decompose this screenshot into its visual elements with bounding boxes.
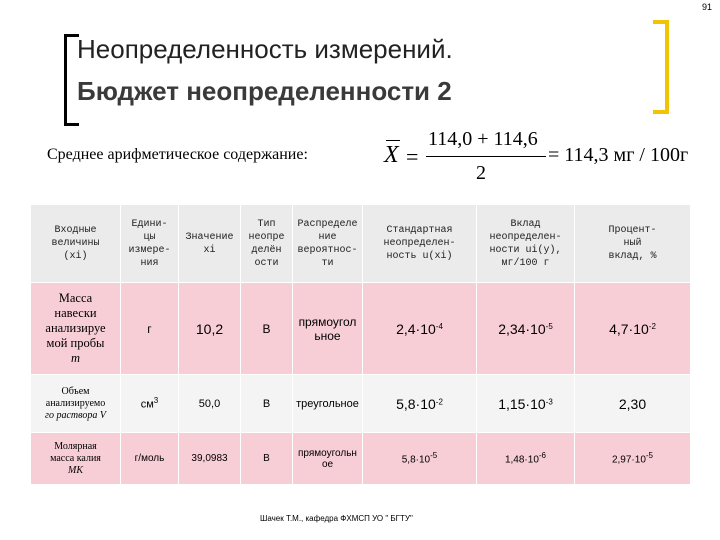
cell-distribution xyxy=(293,433,363,485)
header-text: Процент- xyxy=(608,225,657,236)
contribution-text: 1,15·10 xyxy=(498,395,546,412)
cell-quantity xyxy=(31,375,121,433)
quantity-text: m xyxy=(70,351,81,365)
cell-quantity xyxy=(31,433,121,485)
std-unc-text: 2,4·10 xyxy=(396,320,436,337)
footer: Шачек Т.М., кафедра ФХМСП УО " БГТУ" xyxy=(260,514,413,523)
header-text: Стандартная xyxy=(386,225,453,236)
distribution-text: ьное xyxy=(314,328,341,343)
cell-percent xyxy=(575,433,691,485)
cell-std-uncertainty xyxy=(363,283,477,375)
std-unc-text: 5,8·10 xyxy=(401,454,431,466)
header-text: Едини- xyxy=(131,218,168,230)
header-text: вклад, % xyxy=(608,251,657,262)
header-text: ности ui(y), xyxy=(489,244,562,256)
quantity-text: го раствора V xyxy=(45,409,106,421)
header-text: ости xyxy=(254,257,279,269)
header-text: Вклад xyxy=(510,218,541,230)
distribution-text: ое xyxy=(321,458,334,470)
formula-symbol: X xyxy=(384,142,399,168)
distribution-text: прямоугольн xyxy=(298,447,357,459)
cell-percent xyxy=(575,283,691,375)
std-unc-text-exponent: -4 xyxy=(435,321,443,331)
formula-denominator: 2 xyxy=(476,162,486,184)
contribution-text-exponent: -3 xyxy=(545,396,553,406)
cell-unit: г xyxy=(121,283,179,375)
distribution-text: треугольное xyxy=(296,397,359,410)
cell-type: В xyxy=(241,283,293,375)
std-unc-text-exponent: -5 xyxy=(430,451,438,461)
header-text: ти xyxy=(321,257,334,269)
quantity-text: мой пробы xyxy=(46,336,105,350)
header-text: величины xyxy=(51,238,100,249)
header-text: Значение xyxy=(185,231,234,243)
header-text: Тип xyxy=(257,218,276,230)
header-text: ние xyxy=(318,231,337,243)
header-text: ный xyxy=(623,238,642,249)
cell-type: В xyxy=(241,433,293,485)
cell-value: 50,0 xyxy=(179,375,241,433)
quantity-text: Объем xyxy=(61,385,90,397)
cell-distribution xyxy=(293,375,363,433)
header-text: xi xyxy=(203,244,216,256)
contribution-text: 1,48·10 xyxy=(504,454,539,466)
fraction-line xyxy=(426,156,546,157)
cell-contribution xyxy=(477,283,575,375)
column-header xyxy=(241,205,293,283)
header-text: мг/100 г xyxy=(501,257,550,269)
table-row xyxy=(31,375,691,433)
percent-text: 4,7·10 xyxy=(609,320,649,337)
cell-contribution xyxy=(477,375,575,433)
column-header xyxy=(31,205,121,283)
formula-numerator: 114,0 + 114,6 xyxy=(428,128,538,150)
uncertainty-budget-table xyxy=(30,204,691,485)
cell-type: В xyxy=(241,375,293,433)
header-text: ния xyxy=(140,257,159,269)
distribution-text: прямоугол xyxy=(298,314,357,329)
percent-text: 2,30 xyxy=(618,395,647,412)
overline xyxy=(386,140,400,141)
column-header xyxy=(363,205,477,283)
header-text: неопределен- xyxy=(383,238,456,249)
header-text: измере- xyxy=(128,244,171,256)
header-text: (xi) xyxy=(63,251,88,262)
header-text: Входные xyxy=(54,225,97,236)
quantity-text: навески xyxy=(54,306,97,320)
quantity-text: масса калия xyxy=(50,452,101,464)
page-number: 91 xyxy=(701,2,712,12)
percent-text-exponent: -2 xyxy=(648,321,656,331)
table-row xyxy=(31,433,691,485)
column-header xyxy=(179,205,241,283)
cell-std-uncertainty xyxy=(363,375,477,433)
cell-std-uncertainty xyxy=(363,433,477,485)
table-header-row xyxy=(31,205,691,283)
percent-text-exponent: -5 xyxy=(645,451,654,461)
cell-value: 10,2 xyxy=(179,283,241,375)
percent-text: 2,97·10 xyxy=(611,454,646,466)
header-text: неопределен- xyxy=(489,231,562,243)
column-header xyxy=(121,205,179,283)
header-text: цы xyxy=(143,231,156,243)
contribution-text: 2,34·10 xyxy=(498,320,546,337)
column-header xyxy=(575,205,691,283)
quantity-text: анализируе xyxy=(45,321,106,335)
std-unc-text-exponent: -2 xyxy=(435,396,443,406)
header-text: ность u(xi) xyxy=(386,251,453,262)
formula-result: = 114,3 мг / 100г xyxy=(548,144,689,166)
title-line-2: Бюджет неопределенности 2 xyxy=(77,76,452,106)
column-header xyxy=(293,205,363,283)
header-text: Распределе xyxy=(297,218,358,230)
header-text: неопре xyxy=(248,231,285,243)
cell-unit xyxy=(121,375,179,433)
cell-unit: г/моль xyxy=(121,433,179,485)
header-text: вероятнос- xyxy=(297,244,358,256)
header-text: делён xyxy=(251,244,282,256)
cell-quantity xyxy=(31,283,121,375)
contribution-text-exponent: -6 xyxy=(538,451,547,461)
cell-distribution xyxy=(293,283,363,375)
contribution-text-exponent: -5 xyxy=(545,321,553,331)
unit-text-exponent: 3 xyxy=(153,396,159,406)
cell-percent xyxy=(575,375,691,433)
right-bracket-decoration xyxy=(653,20,669,114)
quantity-text: анализируемо xyxy=(45,397,106,409)
table-row xyxy=(31,283,691,375)
formula-equals: = xyxy=(406,144,419,169)
subtitle: Среднее арифметическое содержание: xyxy=(47,146,308,163)
cell-contribution xyxy=(477,433,575,485)
column-header xyxy=(477,205,575,283)
quantity-text: Молярная xyxy=(54,440,97,452)
title-line-1: Неопределенность измерений. xyxy=(77,34,453,64)
quantity-text: MK xyxy=(68,464,83,476)
unit-text: см xyxy=(140,398,154,411)
cell-value: 39,0983 xyxy=(179,433,241,485)
std-unc-text: 5,8·10 xyxy=(396,395,436,412)
quantity-text: Масса xyxy=(58,291,93,305)
